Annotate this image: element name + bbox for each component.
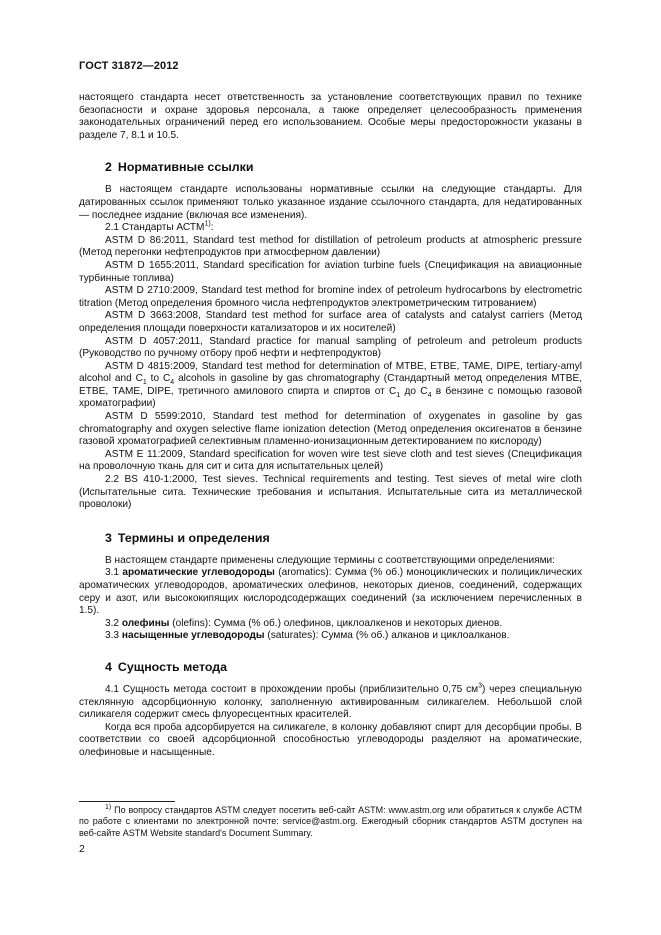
- footnote-marker: 1): [105, 804, 112, 811]
- section-3-title: Термины и определения: [117, 530, 270, 545]
- subsection-2-2: 2.2 BS 410-1:2000, Test sieves. Technical requirements and testing. Test sieves of metal wire cloth (Испытательные сита. Технические требования и испытания. Испытательные сита из металлической проволоки): [79, 474, 582, 511]
- section-2-number: 2: [105, 160, 112, 175]
- superscript-3: 3: [478, 682, 482, 690]
- document-header-code: ГОСТ 31872—2012: [79, 60, 179, 72]
- section-2-title: Нормативные ссылки: [117, 160, 254, 175]
- footnote: [79, 805, 582, 839]
- subscript-1: 1: [396, 391, 401, 399]
- reference-astm-d4057: ASTM D 4057:2011, Standard practice for manual sampling of petroleum and petroleum products (Руководство по ручному отбору проб нефти и нефтепродуктов): [79, 335, 582, 360]
- subsection-2-1: [79, 222, 582, 235]
- subsection-4-1-part-b: ) через специальную стеклянную адсорбционную колонку, заполненную активированным силикагелем. Небольшой слой силикагеля содержит смесь флуоресцентных красителей.: [79, 683, 582, 721]
- term-3-3: [79, 630, 582, 643]
- ref-d4815-part-d: до С: [400, 385, 428, 397]
- subsection-2-1-colon: :: [210, 222, 214, 234]
- term-3-3-name: насыщенные углеводороды: [121, 630, 265, 642]
- subscript-4: 4: [427, 391, 432, 399]
- section-3-number: 3: [105, 530, 112, 545]
- reference-astm-e11: ASTM E 11:2009, Standard specification for woven wire test sieve cloth and test sieves (Спецификация на проволочную ткань для сит и сита для испытательных целей): [79, 448, 582, 473]
- footnote-text: По вопросу стандартов ASTM следует посетить веб-сайт ASTM: www.astm.org или обратиться к службе ACTM по работе с клиентами по электронной почте: service@astm.org. Ежегодный сборник стандартов ASTM доступен на веб-сайте ASTM Website standard's Document Summary.: [79, 805, 582, 838]
- reference-astm-d2710: ASTM D 2710:2009, Standard test method for bromine index of petroleum hydrocarbons by electrometric titration (Метод определения бромного числа нефтепродуктов электрометрическим титрованием): [79, 285, 582, 309]
- document-body: [79, 92, 582, 760]
- subsection-4-1-part-a: 4.1 Сущность метода состоит в прохождении пробы (приблизительно 0,75 см: [105, 683, 479, 695]
- reference-astm-d4815: [79, 361, 582, 411]
- ref-d4815-part-e: в бензине с помощью газовой хроматографии): [79, 385, 582, 410]
- term-3-2-number: 3.2: [105, 617, 120, 629]
- subsection-2-1-label: 2.1 Стандарты АСТМ: [105, 222, 205, 234]
- term-3-3-definition: (saturates): Сумма (% об.) алканов и циклоалканов.: [264, 630, 510, 642]
- footnote-1: [79, 805, 582, 839]
- ref-d4815-part-a: ASTM D 4815:2009, Standard test method for determination of MTBE, ETBE, TAME, DIPE, tertiary-amyl alcohol and C: [79, 360, 582, 385]
- subscript-1: 1: [142, 379, 147, 387]
- intro-paragraph: настоящего стандарта несет ответственность за установление соответствующих правил по технике безопасности и охране здоровья персонала, а также определяет целесообразность применения законодательных ограничений перед его использованием. Особые меры предосторожности указаны в разделе 7, 8.1 и 10.5.: [79, 92, 582, 141]
- term-3-1-number: 3.1: [105, 567, 120, 579]
- term-3-1-name: ароматические углеводороды: [122, 567, 275, 579]
- term-3-3-number: 3.3: [105, 630, 120, 642]
- term-3-2: [79, 618, 582, 631]
- term-3-2-definition: (olefins): Сумма (% об.) олефинов, циклоалкенов и некоторых диенов.: [169, 617, 503, 629]
- reference-astm-d3663: ASTM D 3663:2008, Standard test method for surface area of catalysts and catalyst carriers (Метод определения площади поверхности катализаторов и их носителей): [79, 310, 582, 334]
- term-3-1: [79, 567, 582, 617]
- section-3-intro: В настоящем стандарте применены следующие термины с соответствующими определениями:: [105, 554, 555, 566]
- reference-astm-d5599: ASTM D 5599:2010, Standard test method for determination of oxygenates in gasoline by gas chromatography and oxygen selective flame ionization detection (Метод определения оксигенатов в бензине газовой хроматографией селективным пламенно-ионизационным детектированием по кислороду): [79, 411, 582, 448]
- reference-astm-d1655: ASTM D 1655:2011, Standard specification for aviation turbine fuels (Спецификация на авиационные турбинные топлива): [79, 259, 582, 284]
- section-3-heading: [79, 531, 582, 546]
- section-4-number: 4: [105, 659, 112, 674]
- page-number: 2: [79, 843, 85, 855]
- section-4-paragraph-2: Когда вся проба адсорбируется на силикагеле, в колонку добавляют спирт для десорбции пробы. В соответствии со своей адсорбционной способностью углеводороды разделяют на ароматические, олефиновые и насыщенные.: [79, 721, 582, 758]
- section-2-intro: В настоящем стандарте использованы нормативные ссылки на следующие стандарты. Для датированных ссылок применяют только указанное издание ссылочного стандарта, для недатированных — последнее издание (включая все изменения).: [79, 184, 582, 221]
- section-2-heading: [79, 160, 582, 175]
- term-3-2-name: олефины: [121, 617, 170, 629]
- subsection-4-1: [79, 684, 582, 722]
- section-4-title: Сущность метода: [117, 659, 228, 674]
- section-4-heading: [79, 660, 582, 675]
- reference-astm-d86: ASTM D 86:2011, Standard test method for distillation of petroleum products at atmospheric pressure (Метод перегонки нефтепродуктов при атмосферном давлении): [79, 234, 582, 259]
- subscript-4: 4: [170, 379, 175, 387]
- ref-d4815-part-b: to C: [146, 373, 171, 385]
- footnote-divider: [79, 801, 175, 802]
- footnote-ref-1: 1): [204, 220, 211, 228]
- ref-d4815-part-c: alcohols in gasoline by gas chromatography (Стандартный метод определения МТВЕ, ЕТВЕ, ТАМЕ, DIPE, третичного амилового спирта и спиртов от С: [79, 373, 582, 397]
- term-3-1-definition: (aromatics): Сумма (% об.) моноциклических и полициклических ароматических углеводородов, ароматических олефинов, некоторых диенов, соединений, содержащих серу и азот, или высококипящих кислородсодержащих соединений (за исключением перечисленных в 1.5).: [79, 567, 582, 617]
